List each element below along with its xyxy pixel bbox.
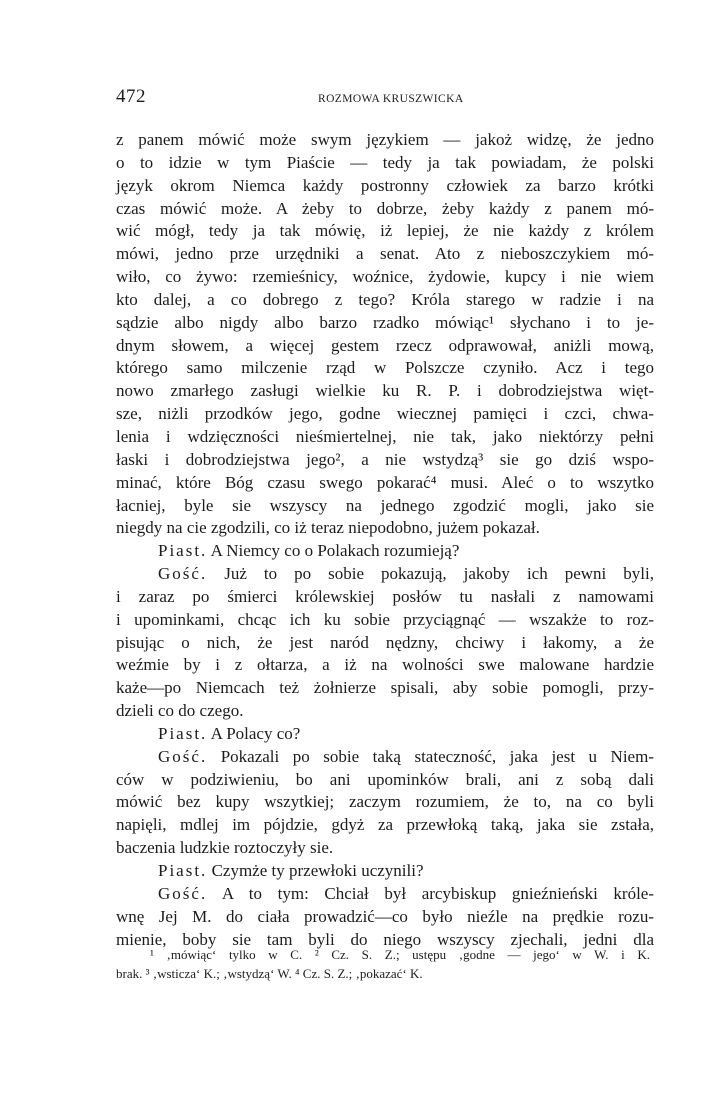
line-text: wiło, co żywo: rzemieśnicy, woźnice, żydowie, kupcy i nie wiem [116, 267, 654, 287]
line-text: język okrom Niemca każdy postronny człowiek za barzo krótki [116, 175, 654, 195]
text-line [116, 357, 654, 380]
line-text: niegdy na cie zgodzili, co iż teraz niepodobno, jużem pokazał. [116, 518, 540, 538]
text-line [116, 426, 654, 449]
text-line [116, 220, 654, 243]
text-line [116, 335, 654, 358]
speaker-label: Gość. [158, 746, 208, 766]
text-line [116, 243, 654, 266]
text-line [116, 906, 654, 929]
text-line [116, 654, 654, 677]
line-text: i zaraz po śmierci królewskiej posłów tu nasłali z namowami [116, 586, 654, 606]
line-text: każe—po Niemcach też żołnierze spisali, aby sobie pomogli, przy- [116, 678, 654, 698]
text-line [116, 723, 654, 746]
line-text: Czymże ty przewłoki uczynili? [207, 861, 424, 880]
text-line [116, 586, 654, 609]
line-text: A to tym: Chciał był arcybiskup gnieźnieński króle- [207, 883, 654, 903]
line-text: wnę Jej M. do ciała prowadzić—co było nieźle na prędkie rozu- [116, 906, 654, 926]
line-text: czas mówić może. A żeby to dobrze, żeby każdy z panem mó- [116, 198, 654, 218]
text-line [116, 380, 654, 403]
line-text: lenia i wdzięczności nieśmiertelnej, nie tak, jako niektórzy pełni [116, 426, 654, 446]
text-line [116, 472, 654, 495]
text-line [116, 175, 654, 198]
line-text: mówić bez kupy wszytkiej; zaczym rozumiem, że to, na co byli [116, 792, 654, 812]
text-line [116, 540, 654, 563]
speaker-label: Gość. [158, 564, 208, 584]
line-text: baczenia ludzkie roztoczyły sie. [116, 838, 334, 858]
text-line [116, 312, 654, 335]
text-line [116, 266, 654, 289]
line-text: dnym słowem, a więcej gestem rzecz odprawował, aniżli mową, [116, 335, 654, 355]
line-text: i upominkami, chcąc ich ku sobie przyciągnąć — wszakże to roz- [116, 609, 654, 629]
line-text: którego samo milczenie rząd w Polszcze czyniło. Acz i tego [116, 358, 654, 378]
text-line [116, 563, 654, 586]
text-line [116, 609, 654, 632]
footnote-line: brak. ³ ‚wsticza‘ K.; ‚wstydzą‘ W. ⁴ Cz. S. Z.; ‚pokazać‘ K. [116, 966, 423, 981]
speaker-label: Piast. [158, 723, 208, 743]
line-text: Pokazali po sobie taką stateczność, jaka jest u Niem- [207, 746, 654, 766]
footnote-line: ¹ ‚mówiąc‘ tylko w C. ² Cz. S. Z.; ustępu ‚godne — jego‘ w W. i K. [150, 947, 650, 962]
text-line [116, 677, 654, 700]
line-text: minać, które Bóg czasu swego pokarać⁴ musi. Aleć o to wszytko [116, 472, 654, 492]
line-text: ców w podziwieniu, bo ani upominków brali, ani z sobą dali [116, 769, 654, 789]
running-head: ROZMOWA KRUSZWICKA [318, 93, 464, 105]
line-text: Już to po sobie pokazują, jakoby ich pewni byli, [207, 564, 654, 584]
text-line [116, 883, 654, 906]
text-line [116, 198, 654, 221]
page-number: 472 [116, 86, 146, 107]
text-line [116, 791, 654, 814]
speaker-label: Piast. [158, 861, 208, 880]
text-line [116, 289, 654, 312]
line-text: mienie, boby sie tam byli do niego wszyscy zjechali, jedni dla [116, 929, 654, 949]
line-text: A Niemcy co o Polakach rozumieją? [207, 541, 460, 561]
text-line [116, 632, 654, 655]
text-line [116, 495, 654, 518]
speaker-label: Gość. [158, 883, 208, 903]
line-text: nowo zmarłego zasługi wielkie ku R. P. i dobrodziejstwa więt- [116, 381, 654, 401]
line-text: wić mógł, tedy ja tak mówię, iż lepiej, że nie każdy z królem [116, 221, 654, 241]
line-text: sze, niżli przodków jego, godne wiecznej pamięci i czci, chwa- [116, 404, 654, 424]
line-text: o to idzie w tym Piaście — tedy ja tak powiadam, że polski [116, 152, 654, 172]
line-text: dzieli co do czego. [116, 701, 244, 721]
line-text: mówi, jedno prze urzędniki a senat. Ato z nieboszczykiem mó- [116, 244, 654, 264]
line-text: A Polacy co? [207, 723, 301, 743]
footnotes [116, 945, 650, 983]
text-line [116, 837, 654, 860]
line-text: pisując o nich, że jest naród nędzny, chciwy i łakomy, a że [116, 632, 654, 652]
text-line [116, 517, 654, 540]
text-line [116, 403, 654, 426]
line-text: z panem mówić może swym językiem — jakoż widzę, że jedno [116, 130, 654, 149]
body-text [116, 129, 654, 951]
line-text: sądzie albo nigdy albo barzo rzadko mówiąc¹ słychano i to je- [116, 312, 654, 332]
line-text: łacniej, byle sie wszyscy na jednego zgodzić mogli, jako sie [116, 495, 654, 515]
text-line [116, 152, 654, 175]
text-line [116, 769, 654, 792]
text-line [116, 860, 654, 883]
speaker-label: Piast. [158, 541, 208, 561]
line-text: weźmie by i z ołtarza, a iż na wolności swe malowane hardzie [116, 655, 654, 675]
line-text: napięli, mdlej im pójdzie, gdyż za przewłoką taką, jaka sie zstała, [116, 815, 654, 835]
text-line [116, 700, 654, 723]
text-line [116, 129, 654, 152]
text-line [116, 449, 654, 472]
text-line [116, 814, 654, 837]
line-text: kto dalej, a co dobrego z tego? Króla starego w radzie i na [116, 289, 654, 309]
text-line [116, 746, 654, 769]
line-text: łaski i dobrodziejstwa jego², a nie wstydzą³ sie go dziś wspo- [116, 449, 654, 469]
